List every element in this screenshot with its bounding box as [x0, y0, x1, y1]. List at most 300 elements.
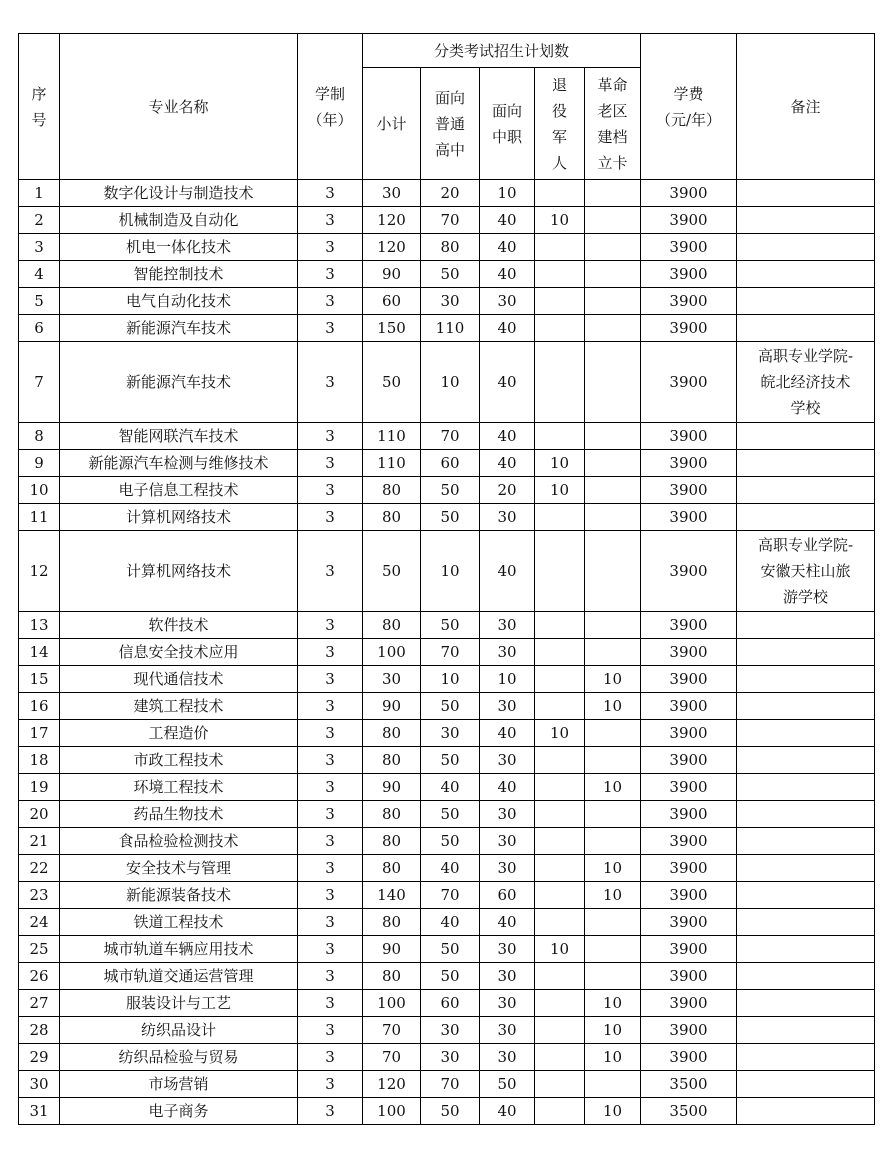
row-subtotal: 80 — [363, 477, 421, 504]
row-name: 市政工程技术 — [60, 747, 298, 774]
row-years: 3 — [298, 1044, 363, 1071]
row-revolutionary — [585, 288, 641, 315]
table-row — [19, 423, 875, 450]
row-vocational: 40 — [480, 315, 535, 342]
row-vocational: 30 — [480, 855, 535, 882]
row-note — [737, 909, 875, 936]
table-row — [19, 882, 875, 909]
row-note — [737, 828, 875, 855]
row-seq: 10 — [19, 477, 60, 504]
row-vocational: 40 — [480, 261, 535, 288]
row-revolutionary — [585, 477, 641, 504]
row-general-hs: 70 — [421, 1071, 480, 1098]
row-general-hs: 40 — [421, 909, 480, 936]
row-vocational: 30 — [480, 747, 535, 774]
row-seq: 17 — [19, 720, 60, 747]
row-seq: 26 — [19, 963, 60, 990]
row-revolutionary — [585, 1071, 641, 1098]
row-revolutionary — [585, 747, 641, 774]
row-vocational: 20 — [480, 477, 535, 504]
row-name: 计算机网络技术 — [60, 504, 298, 531]
row-name: 新能源汽车检测与维修技术 — [60, 450, 298, 477]
row-note — [737, 261, 875, 288]
row-years: 3 — [298, 477, 363, 504]
row-fee: 3500 — [641, 1098, 737, 1125]
row-name: 智能网联汽车技术 — [60, 423, 298, 450]
row-seq: 24 — [19, 909, 60, 936]
row-subtotal: 60 — [363, 288, 421, 315]
row-subtotal: 80 — [363, 747, 421, 774]
row-general-hs: 60 — [421, 450, 480, 477]
row-revolutionary — [585, 936, 641, 963]
row-general-hs: 10 — [421, 531, 480, 612]
row-general-hs: 50 — [421, 1098, 480, 1125]
table-row — [19, 261, 875, 288]
row-veterans — [535, 909, 585, 936]
row-name: 药品生物技术 — [60, 801, 298, 828]
row-subtotal: 70 — [363, 1044, 421, 1071]
row-years: 3 — [298, 342, 363, 423]
header-plan-group: 分类考试招生计划数 — [363, 34, 641, 68]
row-veterans — [535, 342, 585, 423]
row-veterans — [535, 1098, 585, 1125]
row-years: 3 — [298, 612, 363, 639]
row-years: 3 — [298, 855, 363, 882]
row-seq: 1 — [19, 180, 60, 207]
header-veterans: 退 役 军 人 — [535, 68, 585, 180]
row-note — [737, 720, 875, 747]
row-name: 食品检验检测技术 — [60, 828, 298, 855]
row-revolutionary: 10 — [585, 774, 641, 801]
row-veterans — [535, 612, 585, 639]
row-subtotal: 100 — [363, 1098, 421, 1125]
row-vocational: 10 — [480, 180, 535, 207]
row-subtotal: 120 — [363, 234, 421, 261]
row-name: 计算机网络技术 — [60, 531, 298, 612]
row-years: 3 — [298, 828, 363, 855]
row-subtotal: 50 — [363, 342, 421, 423]
row-name: 城市轨道车辆应用技术 — [60, 936, 298, 963]
row-note: 高职专业学院- 安徽天柱山旅 游学校 — [737, 531, 875, 612]
row-name: 市场营销 — [60, 1071, 298, 1098]
table-body — [19, 180, 875, 1125]
row-years: 3 — [298, 288, 363, 315]
row-general-hs: 50 — [421, 477, 480, 504]
table-row — [19, 828, 875, 855]
row-general-hs: 50 — [421, 747, 480, 774]
row-seq: 22 — [19, 855, 60, 882]
row-years: 3 — [298, 639, 363, 666]
row-subtotal: 70 — [363, 1017, 421, 1044]
row-revolutionary — [585, 801, 641, 828]
row-veterans — [535, 1071, 585, 1098]
row-note — [737, 612, 875, 639]
row-note — [737, 234, 875, 261]
row-general-hs: 50 — [421, 693, 480, 720]
row-vocational: 30 — [480, 1017, 535, 1044]
row-seq: 20 — [19, 801, 60, 828]
row-name: 机械制造及自动化 — [60, 207, 298, 234]
row-general-hs: 40 — [421, 774, 480, 801]
row-revolutionary: 10 — [585, 693, 641, 720]
row-note — [737, 315, 875, 342]
row-note — [737, 963, 875, 990]
row-note — [737, 801, 875, 828]
row-subtotal: 100 — [363, 639, 421, 666]
row-general-hs: 30 — [421, 1017, 480, 1044]
row-revolutionary — [585, 234, 641, 261]
row-revolutionary: 10 — [585, 1044, 641, 1071]
table-row — [19, 1098, 875, 1125]
row-revolutionary — [585, 342, 641, 423]
row-fee: 3900 — [641, 963, 737, 990]
row-veterans — [535, 531, 585, 612]
row-revolutionary — [585, 423, 641, 450]
table-row — [19, 963, 875, 990]
header-vocational: 面向 中职 — [480, 68, 535, 180]
table-row — [19, 1017, 875, 1044]
row-veterans — [535, 315, 585, 342]
row-vocational: 10 — [480, 666, 535, 693]
row-note — [737, 774, 875, 801]
row-vocational: 30 — [480, 504, 535, 531]
table-row — [19, 531, 875, 612]
row-note — [737, 1044, 875, 1071]
row-name: 新能源汽车技术 — [60, 342, 298, 423]
row-subtotal: 80 — [363, 720, 421, 747]
row-note — [737, 639, 875, 666]
row-years: 3 — [298, 774, 363, 801]
row-years: 3 — [298, 450, 363, 477]
row-seq: 21 — [19, 828, 60, 855]
row-seq: 2 — [19, 207, 60, 234]
row-fee: 3900 — [641, 774, 737, 801]
header-row-1 — [19, 34, 875, 68]
row-subtotal: 100 — [363, 990, 421, 1017]
row-veterans: 10 — [535, 207, 585, 234]
row-general-hs: 110 — [421, 315, 480, 342]
row-seq: 11 — [19, 504, 60, 531]
table-row — [19, 450, 875, 477]
row-seq: 27 — [19, 990, 60, 1017]
row-vocational: 30 — [480, 639, 535, 666]
row-veterans: 10 — [535, 720, 585, 747]
table-row — [19, 207, 875, 234]
row-fee: 3900 — [641, 504, 737, 531]
row-subtotal: 120 — [363, 1071, 421, 1098]
row-veterans — [535, 423, 585, 450]
row-vocational: 30 — [480, 936, 535, 963]
row-revolutionary: 10 — [585, 1017, 641, 1044]
row-note — [737, 936, 875, 963]
row-subtotal: 90 — [363, 774, 421, 801]
table-row — [19, 693, 875, 720]
row-vocational: 40 — [480, 1098, 535, 1125]
enrollment-plan-table — [18, 33, 875, 1125]
row-vocational: 30 — [480, 288, 535, 315]
row-name: 纺织品检验与贸易 — [60, 1044, 298, 1071]
row-years: 3 — [298, 720, 363, 747]
row-general-hs: 50 — [421, 801, 480, 828]
row-general-hs: 50 — [421, 612, 480, 639]
row-note — [737, 1017, 875, 1044]
row-fee: 3900 — [641, 261, 737, 288]
table-row — [19, 1071, 875, 1098]
row-veterans — [535, 639, 585, 666]
row-subtotal: 80 — [363, 909, 421, 936]
row-years: 3 — [298, 693, 363, 720]
row-seq: 9 — [19, 450, 60, 477]
row-years: 3 — [298, 1071, 363, 1098]
row-vocational: 30 — [480, 990, 535, 1017]
row-note — [737, 882, 875, 909]
row-note — [737, 855, 875, 882]
row-fee: 3900 — [641, 288, 737, 315]
row-name: 电气自动化技术 — [60, 288, 298, 315]
header-name: 专业名称 — [60, 34, 298, 180]
row-veterans — [535, 882, 585, 909]
row-years: 3 — [298, 747, 363, 774]
row-veterans — [535, 666, 585, 693]
row-general-hs: 60 — [421, 990, 480, 1017]
row-vocational: 40 — [480, 774, 535, 801]
row-note — [737, 1071, 875, 1098]
table-row — [19, 288, 875, 315]
table-row — [19, 936, 875, 963]
row-vocational: 60 — [480, 882, 535, 909]
row-note — [737, 207, 875, 234]
row-veterans — [535, 234, 585, 261]
row-fee: 3900 — [641, 180, 737, 207]
row-fee: 3900 — [641, 531, 737, 612]
row-general-hs: 70 — [421, 639, 480, 666]
row-name: 数字化设计与制造技术 — [60, 180, 298, 207]
row-subtotal: 80 — [363, 612, 421, 639]
row-note — [737, 288, 875, 315]
row-subtotal: 150 — [363, 315, 421, 342]
row-name: 电子商务 — [60, 1098, 298, 1125]
row-general-hs: 30 — [421, 288, 480, 315]
row-veterans — [535, 963, 585, 990]
row-general-hs: 50 — [421, 828, 480, 855]
row-name: 城市轨道交通运营管理 — [60, 963, 298, 990]
row-vocational: 30 — [480, 693, 535, 720]
row-years: 3 — [298, 423, 363, 450]
row-general-hs: 50 — [421, 963, 480, 990]
row-fee: 3900 — [641, 990, 737, 1017]
row-veterans — [535, 855, 585, 882]
row-revolutionary — [585, 612, 641, 639]
row-veterans: 10 — [535, 936, 585, 963]
row-vocational: 30 — [480, 828, 535, 855]
row-fee: 3900 — [641, 450, 737, 477]
row-fee: 3900 — [641, 342, 737, 423]
header-seq: 序 号 — [19, 34, 60, 180]
row-vocational: 40 — [480, 720, 535, 747]
row-general-hs: 40 — [421, 855, 480, 882]
header-fee: 学费 （元/年） — [641, 34, 737, 180]
row-veterans — [535, 1044, 585, 1071]
row-seq: 15 — [19, 666, 60, 693]
row-veterans — [535, 801, 585, 828]
row-years: 3 — [298, 666, 363, 693]
row-note — [737, 180, 875, 207]
row-seq: 12 — [19, 531, 60, 612]
row-seq: 13 — [19, 612, 60, 639]
row-note — [737, 666, 875, 693]
row-veterans — [535, 504, 585, 531]
row-subtotal: 80 — [363, 855, 421, 882]
row-fee: 3500 — [641, 1071, 737, 1098]
row-fee: 3900 — [641, 693, 737, 720]
row-fee: 3900 — [641, 882, 737, 909]
row-veterans — [535, 774, 585, 801]
row-vocational: 40 — [480, 234, 535, 261]
row-note — [737, 450, 875, 477]
row-note — [737, 504, 875, 531]
table-row — [19, 234, 875, 261]
row-name: 信息安全技术应用 — [60, 639, 298, 666]
row-seq: 4 — [19, 261, 60, 288]
row-subtotal: 110 — [363, 450, 421, 477]
table-row — [19, 747, 875, 774]
row-vocational: 30 — [480, 963, 535, 990]
row-fee: 3900 — [641, 612, 737, 639]
row-subtotal: 30 — [363, 666, 421, 693]
row-note: 高职专业学院- 皖北经济技术 学校 — [737, 342, 875, 423]
row-veterans — [535, 261, 585, 288]
row-fee: 3900 — [641, 666, 737, 693]
row-veterans — [535, 828, 585, 855]
row-general-hs: 10 — [421, 666, 480, 693]
row-fee: 3900 — [641, 801, 737, 828]
row-veterans — [535, 693, 585, 720]
row-seq: 8 — [19, 423, 60, 450]
row-fee: 3900 — [641, 909, 737, 936]
table-row — [19, 477, 875, 504]
row-years: 3 — [298, 801, 363, 828]
row-years: 3 — [298, 963, 363, 990]
row-vocational: 40 — [480, 423, 535, 450]
row-years: 3 — [298, 207, 363, 234]
row-subtotal: 80 — [363, 828, 421, 855]
row-subtotal: 80 — [363, 504, 421, 531]
row-revolutionary: 10 — [585, 990, 641, 1017]
row-veterans — [535, 1017, 585, 1044]
row-veterans — [535, 288, 585, 315]
row-fee: 3900 — [641, 720, 737, 747]
row-note — [737, 477, 875, 504]
row-years: 3 — [298, 936, 363, 963]
header-note: 备注 — [737, 34, 875, 180]
table-row — [19, 774, 875, 801]
table-row — [19, 639, 875, 666]
row-revolutionary — [585, 180, 641, 207]
row-seq: 31 — [19, 1098, 60, 1125]
row-years: 3 — [298, 1017, 363, 1044]
row-revolutionary: 10 — [585, 855, 641, 882]
row-fee: 3900 — [641, 315, 737, 342]
row-years: 3 — [298, 1098, 363, 1125]
row-general-hs: 70 — [421, 207, 480, 234]
row-note — [737, 747, 875, 774]
row-years: 3 — [298, 990, 363, 1017]
row-general-hs: 70 — [421, 882, 480, 909]
row-vocational: 30 — [480, 1044, 535, 1071]
row-revolutionary — [585, 639, 641, 666]
row-name: 环境工程技术 — [60, 774, 298, 801]
row-name: 新能源装备技术 — [60, 882, 298, 909]
row-subtotal: 30 — [363, 180, 421, 207]
row-seq: 14 — [19, 639, 60, 666]
row-name: 电子信息工程技术 — [60, 477, 298, 504]
table-row — [19, 801, 875, 828]
row-name: 新能源汽车技术 — [60, 315, 298, 342]
row-subtotal: 140 — [363, 882, 421, 909]
row-note — [737, 990, 875, 1017]
row-years: 3 — [298, 531, 363, 612]
row-name: 机电一体化技术 — [60, 234, 298, 261]
row-subtotal: 110 — [363, 423, 421, 450]
row-fee: 3900 — [641, 1017, 737, 1044]
row-seq: 7 — [19, 342, 60, 423]
row-revolutionary: 10 — [585, 1098, 641, 1125]
row-vocational: 30 — [480, 612, 535, 639]
row-fee: 3900 — [641, 828, 737, 855]
row-general-hs: 30 — [421, 720, 480, 747]
row-years: 3 — [298, 180, 363, 207]
row-veterans — [535, 990, 585, 1017]
row-revolutionary: 10 — [585, 882, 641, 909]
row-vocational: 40 — [480, 531, 535, 612]
row-general-hs: 80 — [421, 234, 480, 261]
row-seq: 6 — [19, 315, 60, 342]
row-revolutionary — [585, 963, 641, 990]
row-seq: 23 — [19, 882, 60, 909]
row-years: 3 — [298, 882, 363, 909]
row-subtotal: 90 — [363, 936, 421, 963]
table-row — [19, 666, 875, 693]
table-row — [19, 342, 875, 423]
row-revolutionary — [585, 909, 641, 936]
row-years: 3 — [298, 909, 363, 936]
row-general-hs: 20 — [421, 180, 480, 207]
row-vocational: 40 — [480, 909, 535, 936]
header-subtotal: 小计 — [363, 68, 421, 180]
row-fee: 3900 — [641, 477, 737, 504]
row-name: 铁道工程技术 — [60, 909, 298, 936]
row-seq: 30 — [19, 1071, 60, 1098]
row-name: 智能控制技术 — [60, 261, 298, 288]
row-vocational: 40 — [480, 450, 535, 477]
row-revolutionary — [585, 261, 641, 288]
row-seq: 29 — [19, 1044, 60, 1071]
row-veterans: 10 — [535, 450, 585, 477]
row-years: 3 — [298, 261, 363, 288]
row-revolutionary — [585, 504, 641, 531]
row-revolutionary — [585, 531, 641, 612]
row-vocational: 50 — [480, 1071, 535, 1098]
row-name: 纺织品设计 — [60, 1017, 298, 1044]
table-row — [19, 1044, 875, 1071]
row-fee: 3900 — [641, 234, 737, 261]
row-veterans — [535, 747, 585, 774]
row-revolutionary — [585, 450, 641, 477]
row-subtotal: 80 — [363, 963, 421, 990]
row-fee: 3900 — [641, 936, 737, 963]
row-seq: 3 — [19, 234, 60, 261]
row-subtotal: 50 — [363, 531, 421, 612]
